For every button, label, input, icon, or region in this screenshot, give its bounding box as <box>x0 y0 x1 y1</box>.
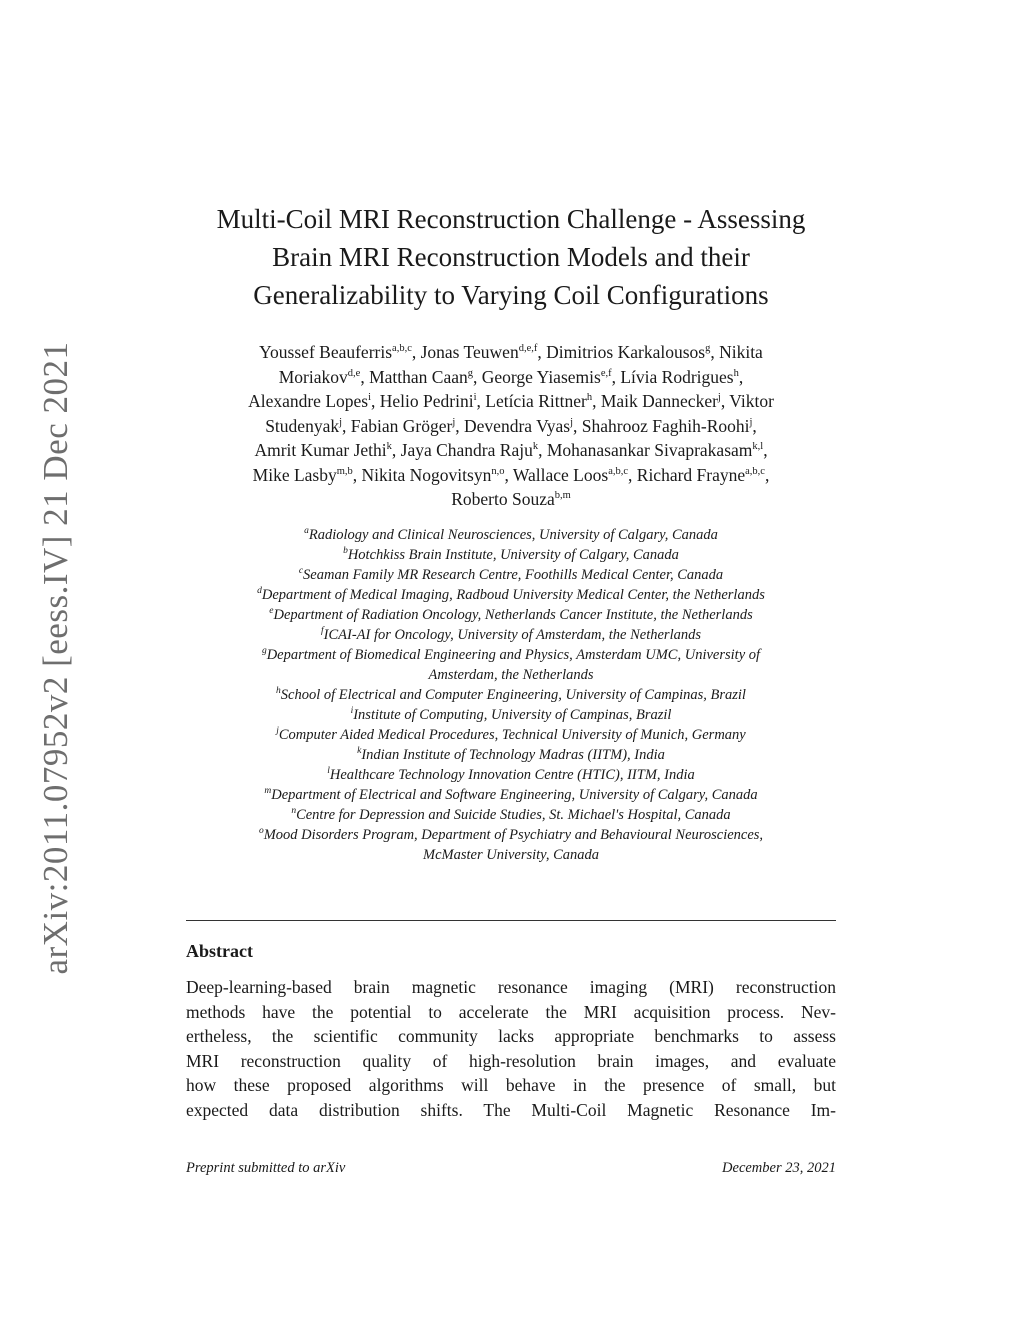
affiliation-item <box>186 685 836 705</box>
author-line-1: Youssef Beauferris$^{a,b,c}$, Jonas Teuwen$^{d,e,f}$, Dimitrios Karkalousos$^g$, Nikita <box>259 342 763 362</box>
affiliation-text: Radiology and Clinical Neurosciences, University of Calgary, Canada <box>308 527 718 543</box>
affiliation-item <box>186 785 836 805</box>
affiliation-list <box>186 525 836 865</box>
affiliation-text: Department of Biomedical Engineering and Physics, Amsterdam UMC, University of <box>266 647 761 663</box>
affiliation-text: Department of Electrical and Software Engineering, University of Calgary, Canada <box>271 787 758 803</box>
affiliation-item <box>186 585 836 605</box>
author-list <box>186 340 836 512</box>
affiliation-text: Department of Medical Imaging, Radboud University Medical Center, the Netherlands <box>261 587 765 603</box>
affiliation-item <box>186 765 836 785</box>
affiliation-mark: e <box>269 606 274 616</box>
affiliation-mark: h <box>276 686 281 696</box>
title-line-3: Generalizability to Varying Coil Configurations <box>253 280 769 310</box>
author-line-7: Roberto Souza$^{b,m}$ <box>451 489 571 509</box>
affiliation-text: Institute of Computing, University of Campinas, Brazil <box>353 707 672 723</box>
affiliation-mark: g <box>261 646 267 656</box>
abstract-heading: Abstract <box>186 941 253 961</box>
affiliation-item <box>186 725 836 745</box>
affiliation-item <box>186 525 836 545</box>
paper-title <box>186 200 836 314</box>
affiliation-mark: n <box>291 806 297 816</box>
affiliation-item <box>186 705 836 725</box>
abstract-line: how these proposed algorithms will behave in the presence of small, but <box>186 1075 836 1095</box>
abstract-line: methods have the potential to accelerate the MRI acquisition process. Nev- <box>186 1001 836 1022</box>
affiliation-continuation: McMaster University, Canada <box>423 847 599 863</box>
affiliation-item <box>186 605 836 625</box>
affiliation-item <box>186 805 836 825</box>
section-divider <box>186 920 836 921</box>
affiliation-item <box>186 625 836 645</box>
affiliation-mark: i <box>350 706 354 716</box>
arxiv-identifier-stamp: arXiv:2011.07952v2 [eess.IV] 21 Dec 2021 <box>36 341 75 975</box>
affiliation-text: ICAI-AI for Oncology, University of Amsterdam, the Netherlands <box>323 627 701 643</box>
affiliation-text: Computer Aided Medical Procedures, Technical University of Munich, Germany <box>278 727 746 743</box>
affiliation-item <box>186 545 836 565</box>
author-line-5: Amrit Kumar Jethi$^k$, Jaya Chandra Raju$^k$, Mohanasankar Sivaprakasam$^{k,l}$, <box>254 440 768 460</box>
author-line-3: Alexandre Lopes$^i$, Helio Pedrini$^i$, Letícia Rittner$^h$, Maik Dannecker$^j$, Viktor <box>248 391 774 411</box>
affiliation-text: Indian Institute of Technology Madras (IITM), India <box>361 747 665 763</box>
title-line-1: Multi-Coil MRI Reconstruction Challenge - Assessing <box>216 204 806 234</box>
author-line-6: Mike Lasby$^{m,b}$, Nikita Nogovitsyn$^{n,o}$, Wallace Loos$^{a,b,c}$, Richard Frayne$^{a,b,c}$, <box>252 464 770 485</box>
affiliation-mark: f <box>321 626 324 636</box>
affiliation-text: Hotchkiss Brain Institute, University of Calgary, Canada <box>347 547 679 563</box>
affiliation-continuation: Amsterdam, the Netherlands <box>428 667 594 683</box>
footer-submission-note: Preprint submitted to arXiv <box>186 1160 346 1176</box>
affiliation-item <box>186 565 836 585</box>
author-line-4: Studenyak$^j$, Fabian Gröger$^j$, Devendra Vyas$^j$, Shahrooz Faghih-Roohi$^j$, <box>265 415 757 436</box>
abstract-line: MRI reconstruction quality of high-resolution brain images, and evaluate <box>186 1050 836 1071</box>
affiliation-mark: m <box>264 786 272 796</box>
title-line-2: Brain MRI Reconstruction Models and their <box>272 242 750 272</box>
affiliation-mark: a <box>304 526 309 536</box>
affiliation-mark: c <box>298 566 304 576</box>
affiliation-text: School of Electrical and Computer Engineering, University of Campinas, Brazil <box>280 687 746 703</box>
affiliation-text: Seaman Family MR Research Centre, Foothills Medical Center, Canada <box>303 567 724 583</box>
affiliation-mark: o <box>258 826 264 836</box>
abstract-line: Deep-learning-based brain magnetic resonance imaging (MRI) reconstruction <box>186 977 836 997</box>
affiliation-mark: j <box>276 726 279 736</box>
abstract-line: ertheless, the scientific community lacks appropriate benchmarks to assess <box>186 1026 836 1046</box>
footer-date: December 23, 2021 <box>722 1160 836 1176</box>
abstract-body <box>186 975 836 1122</box>
affiliation-mark: b <box>343 546 348 556</box>
affiliation-text: Healthcare Technology Innovation Centre (HTIC), IITM, India <box>329 767 695 783</box>
affiliation-text: Centre for Depression and Suicide Studies, St. Michael's Hospital, Canada <box>296 807 731 823</box>
affiliation-text: Department of Radiation Oncology, Netherlands Cancer Institute, the Netherlands <box>273 607 753 623</box>
author-line-2: Moriakov$^{d,e}$, Matthan Caan$^g$, George Yiasemis$^{e,f}$, Lívia Rodrigues$^h$, <box>278 366 744 387</box>
affiliation-mark: k <box>357 746 362 756</box>
abstract-line: expected data distribution shifts. The Multi-Coil Magnetic Resonance Im- <box>186 1099 836 1120</box>
affiliation-item <box>186 825 836 845</box>
affiliation-mark: d <box>257 586 262 596</box>
affiliation-item <box>186 745 836 765</box>
affiliation-item <box>186 645 836 665</box>
affiliation-mark: l <box>327 766 330 776</box>
affiliation-text: Mood Disorders Program, Department of Psychiatry and Behavioural Neurosciences, <box>263 827 764 843</box>
